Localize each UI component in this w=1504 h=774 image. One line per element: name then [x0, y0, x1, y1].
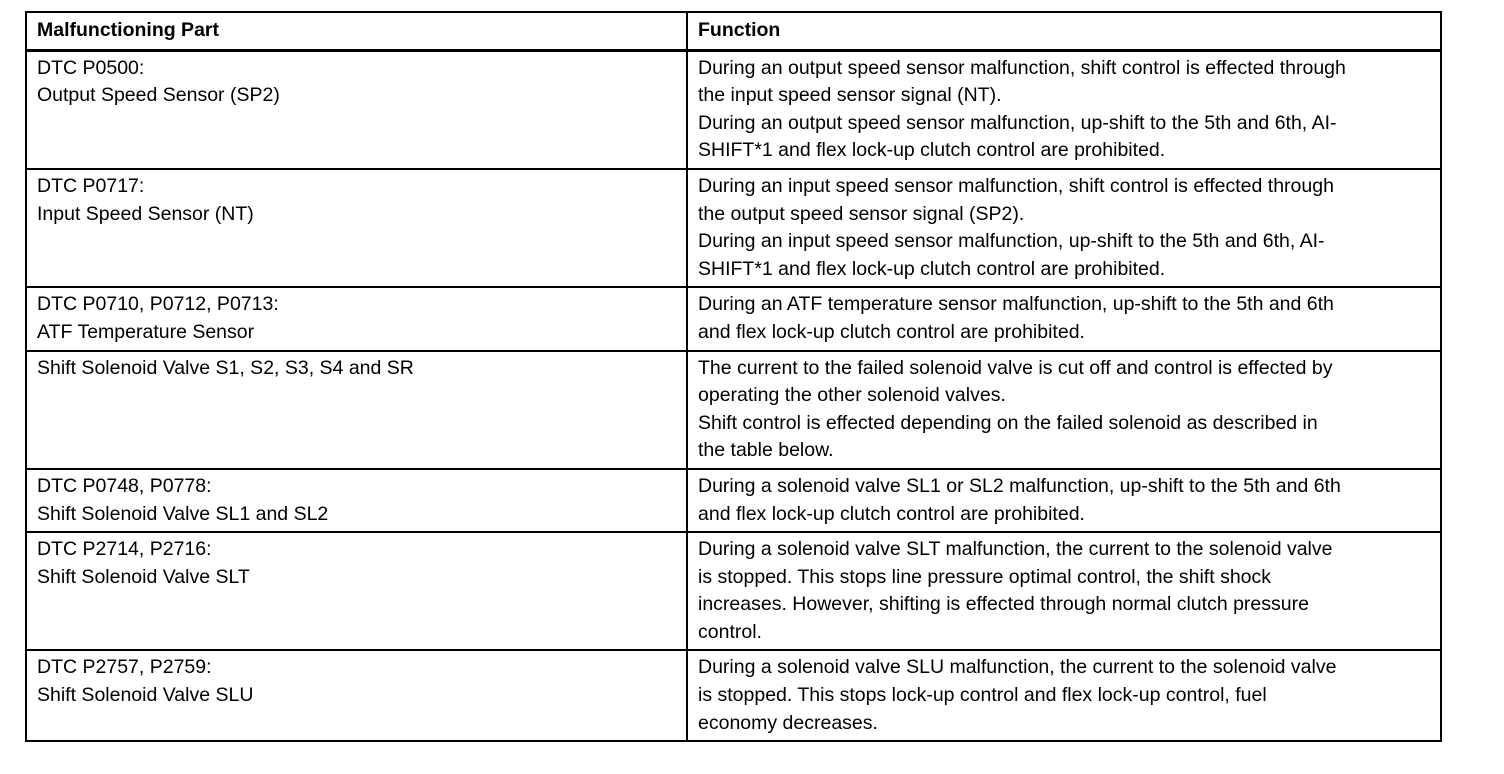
table-header-row [27, 13, 1440, 49]
malfunctioning-part-cell [27, 288, 688, 349]
table-row [27, 286, 1440, 349]
table-row [27, 531, 1440, 649]
function-text-line: and flex lock-up clutch control are prohibited. [698, 320, 1085, 343]
function-cell [688, 470, 1440, 531]
part-text-line: DTC P0717: [37, 174, 145, 197]
function-text-line: The current to the failed solenoid valve is cut off and control is effected by [698, 356, 1333, 379]
malfunctioning-part-cell [27, 470, 688, 531]
table-row [27, 168, 1440, 286]
table-row [27, 468, 1440, 531]
table-row [27, 350, 1440, 468]
part-text-line: DTC P2714, P2716: [37, 538, 212, 561]
function-text-line: SHIFT*1 and flex lock-up clutch control are prohibited. [698, 257, 1166, 280]
function-cell [688, 288, 1440, 349]
function-text-line: is stopped. This stops line pressure optimal control, the shift shock [698, 565, 1272, 588]
function-text-line: During an input speed sensor malfunction, shift control is effected through [698, 174, 1334, 197]
part-text-line: DTC P0710, P0712, P0713: [37, 293, 279, 316]
function-cell [688, 352, 1440, 468]
function-text-line: the output speed sensor signal (SP2). [698, 202, 1025, 225]
function-text-line: During an output speed sensor malfunction, up-shift to the 5th and 6th, AI- [698, 111, 1337, 134]
function-text-line: During an input speed sensor malfunction, up-shift to the 5th and 6th, AI- [698, 230, 1325, 253]
function-text-line: During a solenoid valve SLU malfunction, the current to the solenoid valve [698, 656, 1337, 679]
function-cell [688, 52, 1440, 168]
header-function: Function [698, 19, 781, 41]
header-malfunctioning-part: Malfunctioning Part [27, 13, 688, 49]
table-row [27, 49, 1440, 168]
malfunctioning-part-cell [27, 651, 688, 740]
part-text-line: Shift Solenoid Valve SLU [37, 684, 254, 707]
part-text-line: Input Speed Sensor (NT) [37, 202, 254, 225]
function-text-line: During a solenoid valve SLT malfunction, the current to the solenoid valve [698, 538, 1333, 561]
table-row [27, 649, 1440, 740]
function-text-line: During a solenoid valve SL1 or SL2 malfunction, up-shift to the 5th and 6th [698, 474, 1341, 497]
part-text-line: Shift Solenoid Valve SLT [37, 565, 250, 588]
function-text-line: is stopped. This stops lock-up control and flex lock-up control, fuel [698, 684, 1267, 707]
part-text-line: DTC P0748, P0778: [37, 474, 212, 497]
function-cell [688, 533, 1440, 649]
function-text-line: SHIFT*1 and flex lock-up clutch control are prohibited. [698, 139, 1166, 162]
function-cell [688, 651, 1440, 740]
malfunctioning-part-cell [27, 533, 688, 649]
function-text-line: During an ATF temperature sensor malfunction, up-shift to the 5th and 6th [698, 293, 1334, 316]
function-text-line: the table below. [698, 439, 834, 462]
malfunctioning-part-cell [27, 170, 688, 286]
function-cell [688, 170, 1440, 286]
function-text-line: Shift control is effected depending on the failed solenoid as described in [698, 411, 1318, 434]
part-text-line: DTC P2757, P2759: [37, 656, 212, 679]
fail-safe-table [25, 11, 1442, 742]
part-text-line: ATF Temperature Sensor [37, 320, 255, 343]
function-text-line: control. [698, 620, 762, 643]
part-text-line: Shift Solenoid Valve S1, S2, S3, S4 and SR [37, 356, 414, 379]
function-text-line: increases. However, shifting is effected through normal clutch pressure [698, 593, 1309, 616]
function-text-line: economy decreases. [698, 711, 878, 734]
malfunctioning-part-cell [27, 352, 688, 468]
function-text-line: the input speed sensor signal (NT). [698, 84, 1002, 107]
part-text-line: DTC P0500: [37, 56, 145, 79]
malfunctioning-part-cell [27, 52, 688, 168]
function-text-line: During an output speed sensor malfunction, shift control is effected through [698, 56, 1346, 79]
function-text-line: operating the other solenoid valves. [698, 384, 1006, 407]
part-text-line: Shift Solenoid Valve SL1 and SL2 [37, 502, 329, 525]
function-text-line: and flex lock-up clutch control are prohibited. [698, 502, 1085, 525]
part-text-line: Output Speed Sensor (SP2) [37, 84, 280, 107]
